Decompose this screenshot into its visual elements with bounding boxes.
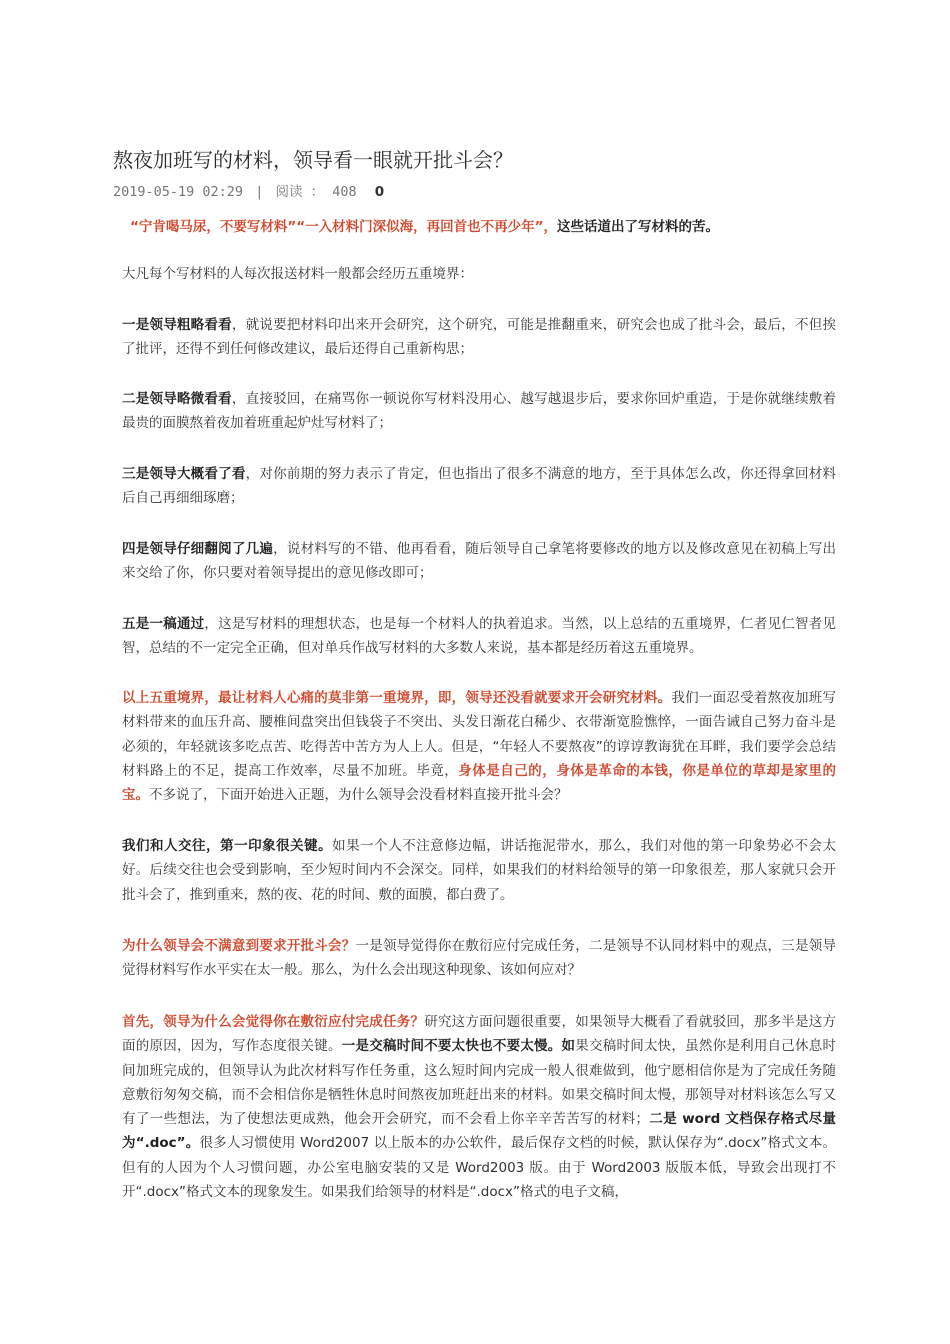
- stage-3-text: ，对你前期的努力表示了肯定，但也指出了很多不满意的地方，至于具体怎么改，你还得拿回材料后自己再细细琢磨；: [122, 466, 837, 507]
- intro-line: [130, 215, 719, 235]
- stage-4-heading: 四是领导仔细翻阅了几遍: [122, 541, 274, 557]
- paragraph-first-impression: [122, 834, 836, 907]
- stage-4-text: ，说材料写的不错、他再看看，随后领导自己拿笔将要修改的地方以及修改意见在初稿上写出来交给了你，你只要对着领导提出的意见修改即可；: [122, 541, 837, 582]
- summary-highlight-1: 以上五重境界，最让材料人心痛的莫非第一重境界，即，领导还没看就要求开会研究材料。: [122, 690, 672, 706]
- reads-count: 408: [332, 184, 357, 200]
- stage-1-text: ，就说要把材料印出来开会研究，这个研究，可能是推翻重来，研究会也成了批斗会，最后，不但挨了批评，还得不到任何修改建议，最后还得自己重新构思；: [122, 317, 837, 358]
- stage-2-heading: 二是领导略微看看: [122, 391, 232, 407]
- reads-label: 阅读 ：: [275, 184, 325, 200]
- stage-3-heading: 三是领导大概看了看: [122, 466, 246, 482]
- first-reason-point-2: 二是 word 文档保存格式尽量为“.doc”。: [122, 1111, 837, 1152]
- paragraph-first-reason: [122, 1010, 836, 1204]
- stage-2-text: ，直接驳回，在痛骂你一顿说你写材料没用心、越写越退步后，要求你回炉重造，于是你就继续敷着最贵的面膜熬着夜加着班重起炉灶写材料了；: [122, 391, 837, 432]
- first-reason-text-2: 果交稿时间太快，虽然你是利用自己休息时间加班完成的，但领导认为此次材料写作任务重，这么短时间内完成一般人很难做到，他宁愿相信你是为了完成任务随意敷衍匆匆交稿，而不会相信你是牺牲休息时间熬夜加班赶出来的材料。如果交稿时间太慢，那领导对材料该怎么写又有了一些想法，为了使想法更成熟，他会开会研究，而不会看上你辛辛苦苦写的材料；: [122, 1038, 837, 1128]
- stage-5-text: ，这是写材料的理想状态，也是每一个材料人的执着追求。当然，以上总结的五重境界，仁者见仁智者见智，总结的不一定完全正确，但对单兵作战写材料的大多数人来说，基本都是经历着这五重境界。: [122, 616, 837, 657]
- comment-count[interactable]: 0: [374, 184, 385, 200]
- intro-quote-2: “一入材料门深似海，再回首也不再少年”，: [296, 219, 557, 235]
- article-title: 熬夜加班写的材料，领导看一眼就开批斗会？: [113, 148, 513, 172]
- publish-date: 2019-05-19 02:29: [113, 184, 244, 200]
- summary-text-2: 不多说了，下面开始进入正题，为什么领导会没看材料直接开批斗会？: [149, 787, 568, 804]
- intro-tail: 这些话道出了写材料的苦。: [557, 219, 719, 235]
- paragraph-why-criticism: [122, 934, 836, 983]
- why-criticism-heading: 为什么领导会不满意到要求开批斗会？: [122, 938, 356, 954]
- first-impression-text: 如果一个人不注意修边幅，讲话拖泥带水，那么，我们对他的第一印象势必不会太好。后续交往也会受到影响，至少短时间内不会深交。同样，如果我们的材料给领导的第一印象很差，那人家就只会开批斗会了，推到重来，熬的夜、花的时间、敷的面膜，都白费了。: [122, 838, 837, 903]
- paragraph-stage-5: [122, 612, 836, 661]
- why-criticism-text: 一是领导觉得你在敷衍应付完成任务，二是领导不认同材料中的观点，三是领导觉得材料写作水平实在太一般。那么，为什么会出现这种现象、该如何应对？: [122, 938, 836, 979]
- summary-text-1: 我们一面忍受着熬夜加班写材料带来的血压升高、腰椎间盘突出但钱袋子不突出、头发日渐花白稀少、衣带渐宽脸憔悴，一面告诫自己努力奋斗是必须的，年轻就该多吃点苦、吃得苦中苦方为人上人。但是，“年轻人不要熬夜”的谆谆教诲犹在耳畔，我们要学会总结材料路上的不足，提高工作效率，尽量不加班。毕竟，: [122, 690, 837, 779]
- paragraph-stage-3: [122, 462, 836, 511]
- first-reason-heading: 首先，领导为什么会觉得你在敷衍应付完成任务？: [122, 1014, 425, 1030]
- first-impression-heading: 我们和人交往，第一印象很关键。: [122, 838, 333, 854]
- meta-separator: |: [255, 184, 264, 200]
- first-reason-text-1: 研究这方面问题很重要，如果领导大概看了看就驳回，那多半是这方面的原因，因为，写作态度很关键。: [122, 1014, 837, 1055]
- first-reason-text-3: 很多人习惯使用 Word2007 以上版本的办公软件，最后保存文档的时候，默认保存为“.docx”格式文本。但有的人因为个人习惯问题，办公室电脑安装的又是 Word2003 版。由于 Word2003 版版本低，导致会出现打不开“.docx”格式文本的现象发生。如果我们给领导的材料是“.docx”格式的电子文稿，: [122, 1135, 836, 1201]
- paragraph-stage-4: [122, 537, 836, 586]
- paragraph-stage-2: [122, 387, 836, 436]
- paragraph-summary: [122, 686, 836, 807]
- intro-quote-1: “宁肯喝马尿，不要写材料”: [130, 219, 297, 235]
- stage-1-heading: 一是领导粗略看看: [122, 317, 232, 333]
- paragraph-stage-1: [122, 313, 836, 362]
- paragraph-lead: 大凡每个写材料的人每次报送材料一般都会经历五重境界：: [122, 266, 473, 282]
- first-reason-point-1: 一是交稿时间不要太快也不要太慢。如: [341, 1038, 576, 1055]
- article-meta: [113, 180, 384, 200]
- stage-5-heading: 五是一稿通过: [122, 616, 205, 632]
- summary-highlight-2: 身体是自己的，身体是革命的本钱，你是单位的草却是家里的宝。: [122, 762, 837, 804]
